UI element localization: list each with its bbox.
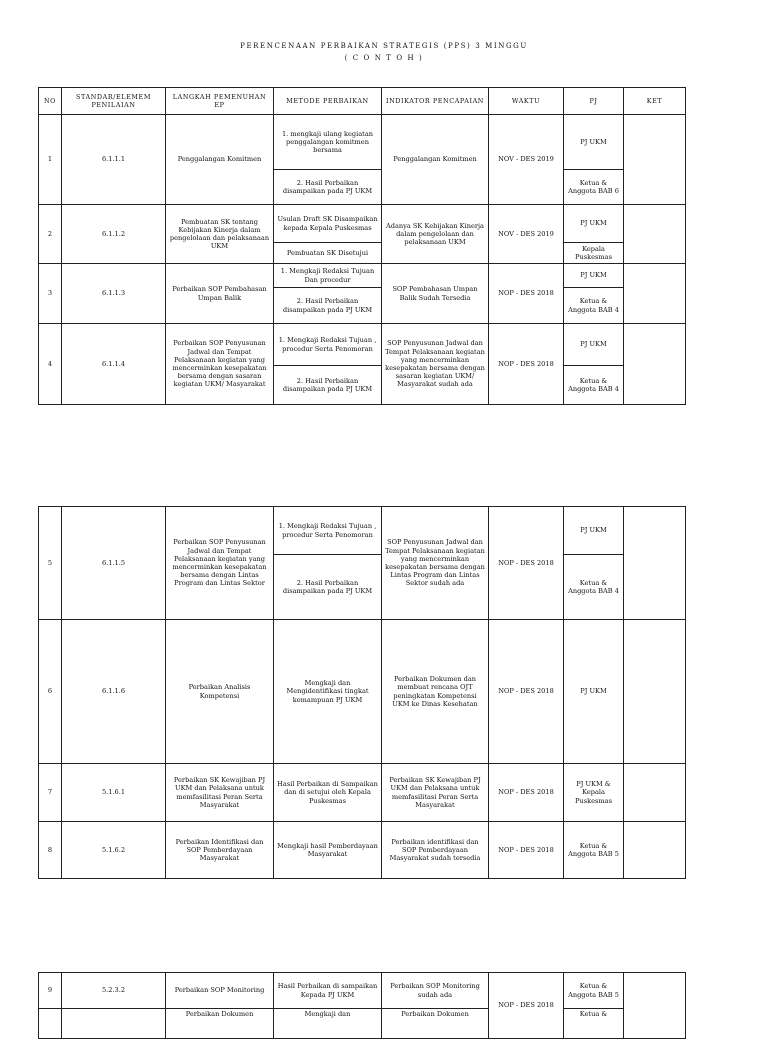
cell-pj: Ketua & Anggota BAB 6 [564, 170, 624, 205]
cell-metode: Pembuatan SK Disetujui [274, 243, 382, 264]
cell-ket [624, 620, 686, 764]
cell-pj: Ketua & Anggota BAB 4 [564, 366, 624, 405]
cell-ket [624, 205, 686, 264]
cell-indikator: Perbaikan SOP Monitoring sudah ada [382, 973, 489, 1009]
table-row [39, 324, 686, 366]
cell-waktu: NOP - DES 2018 [489, 324, 564, 405]
cell-indikator: Perbaikan identifikasi dan SOP Pemberdayaan Masyarakat sudah tersedia [382, 822, 489, 879]
cell-pj: PJ UKM & Kepala Puskesmas [564, 764, 624, 822]
cell-metode: 1. Mengkaji Redaksi Tujuan , procedur Serta Penomoran [274, 324, 382, 366]
cell-langkah: Pembuatan SK tentang Kebijakan Kinerja dalam pengelolaan dan pelaksanaan UKM [166, 205, 274, 264]
cell-pj: PJ UKM [564, 507, 624, 555]
cell-indikator: Penggalangan Komitmen [382, 115, 489, 205]
cell-waktu: NOP - DES 2018 [489, 764, 564, 822]
cell-no: 6 [39, 620, 62, 764]
cell-metode: Usulan Draft SK Disampaikan kepada Kepala Puskesmas [274, 205, 382, 243]
cell-langkah: Perbaikan SK Kewajiban PJ UKM dan Pelaksana untuk memfasilitasi Peran Serta Masyarakat [166, 764, 274, 822]
header-standar: STANDAR/ELEMEM PENILAIAN [62, 88, 166, 115]
cell-waktu: NOP - DES 2018 [489, 507, 564, 620]
table-row [39, 264, 686, 288]
cell-pj: PJ UKM [564, 324, 624, 366]
cell-langkah: Perbaikan Analisis Kompetensi [166, 620, 274, 764]
pps-table-3 [38, 972, 686, 1039]
cell-pj: Ketua & Anggota BAB 4 [564, 288, 624, 324]
cell-pj: Ketua & [564, 1009, 624, 1039]
cell-indikator: Perbaikan Dokumen dan membuat rencana OJT peningkatan Kompetensi UKM ke Dinas Kesehatan [382, 620, 489, 764]
header-no: NO [39, 88, 62, 115]
cell-ket [624, 507, 686, 620]
cell-indikator: SOP Penyusunan Jadwal dan Tempat Pelaksanaan kegiatan yang mencerminkan kesepakatan bersama dengan Lintas Program dan Lintas Sektor sudah ada [382, 507, 489, 620]
cell-no: 4 [39, 324, 62, 405]
cell-standar: 6.1.1.1 [62, 115, 166, 205]
cell-ket [624, 973, 686, 1039]
cell-pj: PJ UKM [564, 115, 624, 170]
cell-metode: 2. Hasil Perbaikan disampaikan pada PJ UKM [274, 555, 382, 620]
cell-ket [624, 264, 686, 324]
title-line-1: PERENCENAAN PERBAIKAN STRATEGIS (PPS) 3 MINGGU [240, 42, 528, 50]
table-row [39, 822, 686, 879]
header-waktu: WAKTU [489, 88, 564, 115]
table-row [39, 507, 686, 555]
cell-no: 7 [39, 764, 62, 822]
cell-pj: Ketua & Anggota BAB 5 [564, 822, 624, 879]
cell-langkah: Perbaikan SOP Pembahasan Umpan Balik [166, 264, 274, 324]
cell-pj: PJ UKM [564, 264, 624, 288]
cell-langkah: Perbaikan SOP Penyusunan Jadwal dan Tempat Pelaksanaan kegiatan yang mencerminkan kesepakatan bersama dengan sasaran kegiatan UKM/ Masyarakat [166, 324, 274, 405]
cell-waktu: NOP - DES 2018 [489, 264, 564, 324]
cell-indikator: Perbaikan SK Kewajiban PJ UKM dan Pelaksana untuk memfasilitasi Peran Serta Masyarakat [382, 764, 489, 822]
cell-ket [624, 115, 686, 205]
cell-standar: 5.2.3.2 [62, 973, 166, 1009]
cell-metode: 2. Hasil Perbaikan disampaikan pada PJ UKM [274, 366, 382, 405]
cell-pj: Ketua & Anggota BAB 5 [564, 973, 624, 1009]
cell-ket [624, 764, 686, 822]
cell-metode: Mengkaji dan [274, 1009, 382, 1039]
cell-metode: 1. Mengkaji Redaksi Tujuan Dan procedur [274, 264, 382, 288]
cell-pj: PJ UKM [564, 205, 624, 243]
title-line-2: ( C O N T O H ) [344, 54, 424, 62]
cell-indikator: Adanya SK Kebijakan Kinerja dalam pengelolaan dan pelaksanaan UKM [382, 205, 489, 264]
cell-langkah: Perbaikan Dokumen [166, 1009, 274, 1039]
cell-langkah: Penggalangan Komitmen [166, 115, 274, 205]
header-indikator: INDIKATOR PENCAPAIAN [382, 88, 489, 115]
table-row [39, 973, 686, 1009]
cell-standar: 6.1.1.5 [62, 507, 166, 620]
header-row [39, 88, 686, 115]
cell-langkah: Perbaikan Identifikasi dan SOP Pemberdayaan Masyarakat [166, 822, 274, 879]
cell-no: 5 [39, 507, 62, 620]
cell-metode: Hasil Perbaikan di sampaikan Kepada PJ UKM [274, 973, 382, 1009]
cell-indikator: SOP Penyusunan Jadwal dan Tempat Pelaksanaan kegiatan yang mencerminkan kesepakatan bersama dengan sasaran kegiatan UKM/ Masyarakat sudah ada [382, 324, 489, 405]
cell-ket [624, 324, 686, 405]
cell-metode: 2. Hasil Perbaikan disampaikan pada PJ UKM [274, 170, 382, 205]
cell-metode: Hasil Perbaikan di Sampaikan dan di setujui oleh Kepala Puskesmas [274, 764, 382, 822]
cell-pj: PJ UKM [564, 620, 624, 764]
table-row [39, 115, 686, 170]
cell-pj: Ketua & Anggota BAB 4 [564, 555, 624, 620]
table-row [39, 620, 686, 764]
cell-waktu: NOP - DES 2018 [489, 620, 564, 764]
cell-metode: Mengkaji hasil Pemberdayaan Masyarakat [274, 822, 382, 879]
cell-waktu: NOV - DES 2019 [489, 205, 564, 264]
cell-standar: 6.1.1.3 [62, 264, 166, 324]
cell-standar: 6.1.1.2 [62, 205, 166, 264]
cell-ket [624, 822, 686, 879]
table-row [39, 205, 686, 243]
header-langkah: LANGKAH PEMENUHAN EP [166, 88, 274, 115]
pps-table-2 [38, 506, 686, 879]
header-ket: KET [624, 88, 686, 115]
cell-indikator: Perbaikan Dokumen [382, 1009, 489, 1039]
pps-table-1 [38, 87, 686, 405]
cell-metode: 2. Hasil Perbaikan disampaikan pada PJ UKM [274, 288, 382, 324]
cell-standar: 6.1.1.4 [62, 324, 166, 405]
cell-waktu: NOV - DES 2019 [489, 115, 564, 205]
cell-metode: 1. Mengkaji Redaksi Tujuan , procedur Serta Penomoran [274, 507, 382, 555]
cell-no: 3 [39, 264, 62, 324]
cell-pj: Kepala Puskesmas [564, 243, 624, 264]
cell-metode: Mengkaji dan Mengidentifikasi tingkat kemampuan PJ UKM [274, 620, 382, 764]
cell-standar: 6.1.1.6 [62, 620, 166, 764]
cell-no: 2 [39, 205, 62, 264]
cell-metode: 1. mengkaji ulang kegiatan penggalangan komitmen bersama [274, 115, 382, 170]
cell-standar: 5.1.6.2 [62, 822, 166, 879]
cell-langkah: Perbaikan SOP Monitoring [166, 973, 274, 1009]
cell-no: 9 [39, 973, 62, 1009]
cell-waktu: NOP - DES 2018 [489, 973, 564, 1039]
header-metode: METODE PERBAIKAN [274, 88, 382, 115]
cell-no: 1 [39, 115, 62, 205]
cell-waktu: NOP - DES 2018 [489, 822, 564, 879]
cell-no: 8 [39, 822, 62, 879]
cell-standar: 5.1.6.1 [62, 764, 166, 822]
table-row [39, 764, 686, 822]
header-pj: PJ [564, 88, 624, 115]
cell-langkah: Perbaikan SOP Penyusunan Jadwal dan Tempat Pelaksanaan kegiatan yang mencerminkan kesepakatan bersama dengan Lintas Program dan Lintas Sektor [166, 507, 274, 620]
cell-indikator: SOP Pembahasan Umpan Balik Sudah Tersedia [382, 264, 489, 324]
